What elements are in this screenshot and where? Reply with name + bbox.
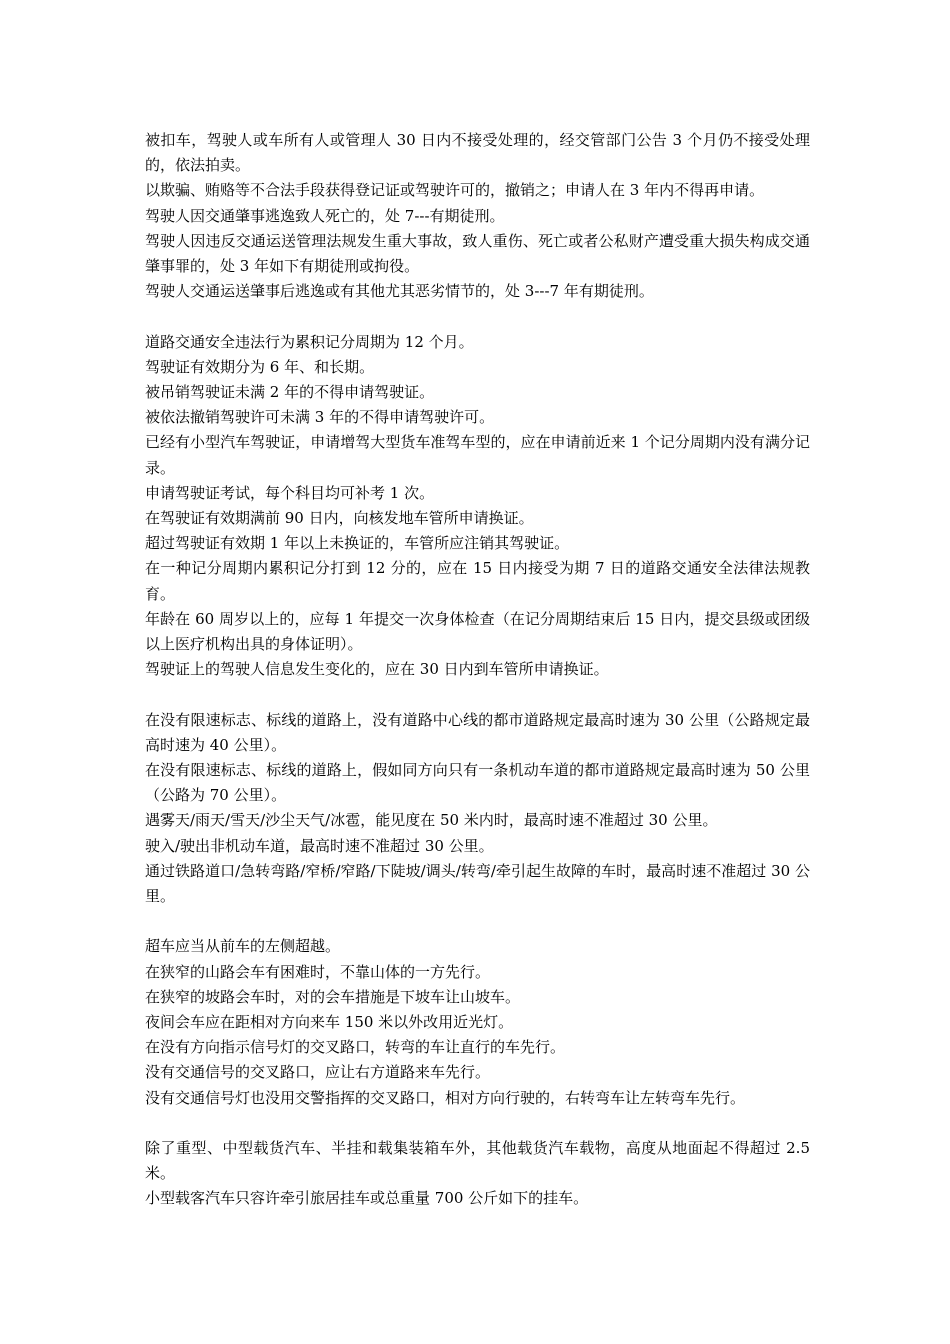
paragraph: 在没有限速标志、标线的道路上，没有道路中心线的都市道路规定最高时速为 30 公里（公路规定最高时速为 40 公里）。 — [145, 710, 810, 754]
paragraph: 年龄在 60 周岁以上的，应每 1 年提交一次身体检查（在记分周期结束后 15 日内，提交县级或团级以上医疗机构出具的身体证明）。 — [145, 609, 810, 654]
section-gap — [145, 1111, 810, 1136]
text-section — [145, 330, 810, 683]
paragraph: 在狭窄的坡路会车时，对的会车措施是下坡车让山坡车。 — [145, 987, 521, 1006]
paragraph: 超车应当从前车的左侧超越。 — [145, 937, 341, 956]
text-section — [145, 934, 810, 1110]
paragraph: 申请驾驶证考试，每个科目均可补考 1 次。 — [145, 483, 435, 502]
paragraph: 驾驶人因违反交通运送管理法规发生重大事故，致人重伤、死亡或者公私财产遭受重大损失构成交通肇事罪的，处 3 年如下有期徒刑或拘役。 — [145, 231, 810, 276]
paragraph: 驾驶证有效期分为 6 年、和长期。 — [145, 357, 375, 376]
paragraph: 超过驾驶证有效期 1 年以上未换证的，车管所应注销其驾驶证。 — [145, 534, 570, 553]
text-section — [145, 128, 810, 304]
section-gap — [145, 304, 810, 329]
paragraph: 通过铁路道口/急转弯路/窄桥/窄路/下陡坡/调头/转弯/牵引起生故障的车时，最高时速不准超过 30 公里。 — [145, 861, 810, 906]
paragraph: 被依法撤销驾驶许可未满 3 年的不得申请驾驶许可。 — [145, 408, 495, 427]
paragraph: 被扣车，驾驶人或车所有人或管理人 30 日内不接受处理的，经交管部门公告 3 个月仍不接受处理的，依法拍卖。 — [145, 131, 810, 175]
paragraph: 在没有限速标志、标线的道路上，假如同方向只有一条机动车道的都市道路规定最高时速为 50 公里（公路为 70 公里）。 — [145, 761, 810, 805]
paragraph: 在驾驶证有效期满前 90 日内，向核发地车管所申请换证。 — [145, 509, 534, 528]
text-section — [145, 708, 810, 910]
paragraph: 以欺骗、贿赂等不合法手段获得登记证或驾驶许可的，撤销之；申请人在 3 年内不得再申请。 — [145, 181, 765, 200]
paragraph: 道路交通安全违法行为累积记分周期为 12 个月。 — [145, 332, 474, 351]
paragraph: 驾驶证上的驾驶人信息发生变化的，应在 30 日内到车管所申请换证。 — [145, 660, 609, 679]
paragraph: 在一种记分周期内累积记分打到 12 分的，应在 15 日内接受为期 7 日的道路交通安全法律法规教育。 — [145, 559, 810, 603]
paragraph: 驾驶人交通运送肇事后逃逸或有其他尤其恶劣情节的，处 3---7 年有期徒刑。 — [145, 282, 654, 301]
paragraph: 除了重型、中型载货汽车、半挂和载集装箱车外，其他载货汽车载物，高度从地面起不得超过 2.5 米。 — [145, 1139, 810, 1183]
paragraph: 没有交通信号的交叉路口，应让右方道路来车先行。 — [145, 1063, 491, 1082]
paragraph: 已经有小型汽车驾驶证，申请增驾大型货车准驾车型的，应在申请前近来 1 个记分周期内没有满分记录。 — [145, 433, 810, 477]
paragraph: 小型载客汽车只容许牵引旅居挂车或总重量 700 公斤如下的挂车。 — [145, 1189, 589, 1208]
paragraph: 夜间会车应在距相对方向来车 150 米以外改用近光灯。 — [145, 1013, 514, 1032]
section-gap — [145, 682, 810, 707]
paragraph: 遇雾天/雨天/雪天/沙尘天气/冰雹，能见度在 50 米内时，最高时速不准超过 30 公里。 — [145, 811, 718, 830]
paragraph: 没有交通信号灯也没用交警指挥的交叉路口，相对方向行驶的，右转弯车让左转弯车先行。 — [145, 1088, 746, 1107]
paragraph: 驾驶人因交通肇事逃逸致人死亡的，处 7---有期徒刑。 — [145, 206, 505, 225]
paragraph: 被吊销驾驶证未满 2 年的不得申请驾驶证。 — [145, 383, 435, 402]
paragraph: 在没有方向指示信号灯的交叉路口，转弯的车让直行的车先行。 — [145, 1038, 566, 1057]
document-body — [145, 128, 810, 1212]
paragraph: 驶入/驶出非机动车道，最高时速不准超过 30 公里。 — [145, 836, 494, 855]
paragraph: 在狭窄的山路会车有困难时，不靠山体的一方先行。 — [145, 962, 491, 981]
section-gap — [145, 909, 810, 934]
text-section — [145, 1136, 810, 1212]
